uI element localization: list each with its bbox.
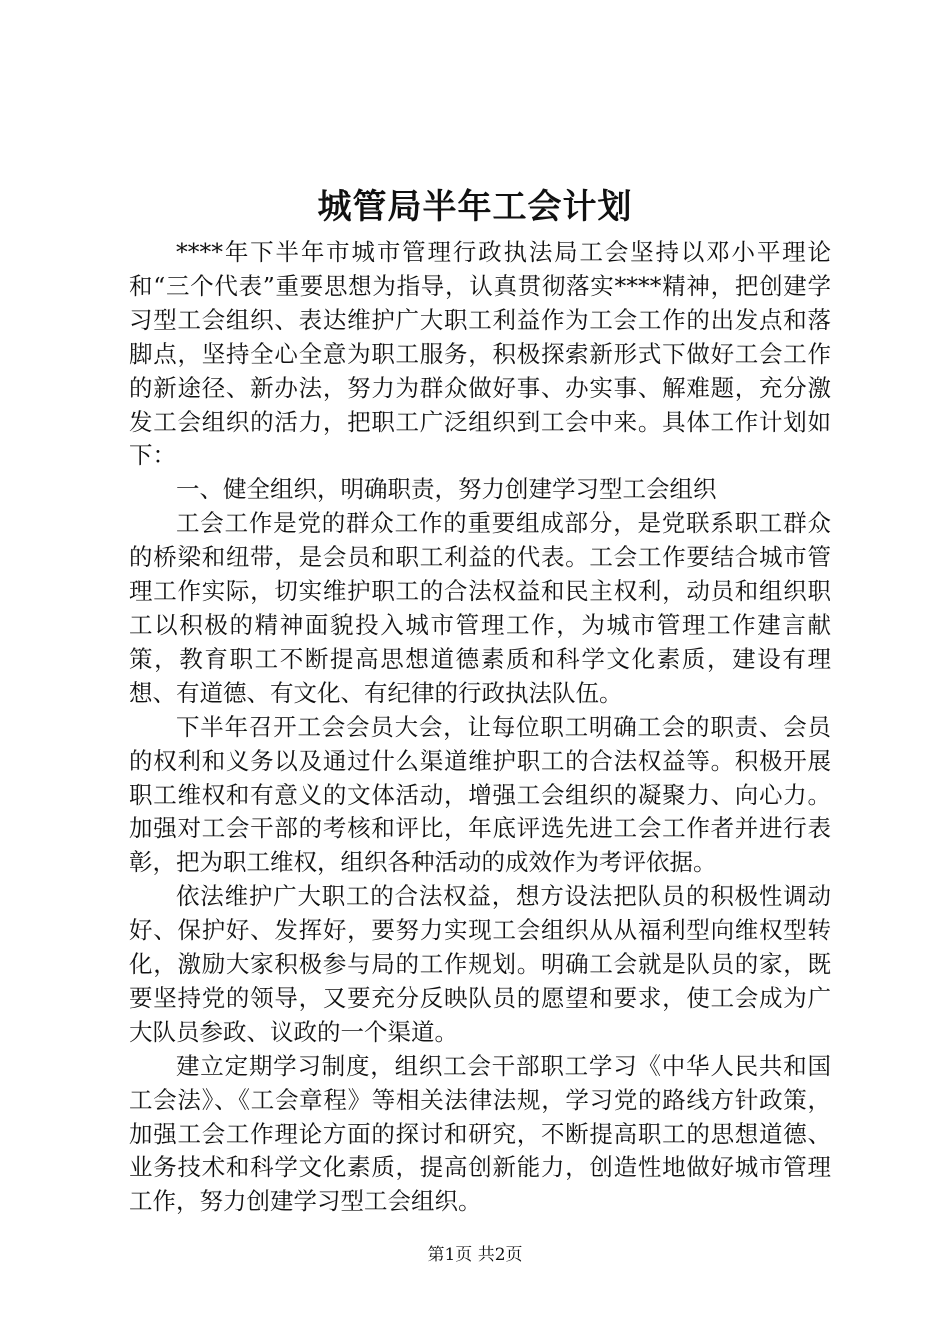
body-paragraph: 建立定期学习制度，组织工会干部职工学习《中华人民共和国工会法》、《工会章程》等相关法律法规，学习党的路线方针政策，加强工会工作理论方面的探讨和研究，不断提高职工的思想道德、业务技术和科学文化素质，提高创新能力，创造性地做好城市管理工作，努力创建学习型工会组织。 bbox=[129, 1051, 831, 1216]
document-title: 城管局半年工会计划 bbox=[317, 187, 633, 227]
body-paragraph: 依法维护广大职工的合法权益，想方设法把队员的积极性调动好、保护好、发挥好，要努力实现工会组织从从福利型向维权型转化，激励大家积极参与局的工作规划。明确工会就是队员的家，既要坚持党的领导，又要充分反映队员的愿望和要求，使工会成为广大队员参政、议政的一个渠道。 bbox=[129, 882, 831, 1046]
body-paragraph: 工会工作是党的群众工作的重要组成部分，是党联系职工群众的桥梁和纽带，是会员和职工利益的代表。工会工作要结合城市管理工作实际，切实维护职工的合法权益和民主权利，动员和组织职工以积极的精神面貌投入城市管理工作，为城市管理工作建言献策，教育职工不断提高思想道德素质和科学文化素质，建设有理想、有道德、有文化、有纪律的行政执法队伍。 bbox=[129, 509, 831, 707]
page-number-footer: 第1页 共2页 bbox=[427, 1245, 523, 1265]
intro-paragraph: ****年下半年市城市管理行政执法局工会坚持以邓小平理论和“三个代表”重要思想为指导，认真贯彻落实****精神，把创建学习型工会组织、表达维护广大职工利益作为工会工作的出发点和落脚点，坚持全心全意为职工服务，积极探索新形式下做好工会工作的新途径、新办法，努力为群众做好事、办实事、解难题，充分激发工会组织的活力，把职工广泛组织到工会中来。具体工作计划如下： bbox=[129, 238, 831, 470]
body-paragraph: 下半年召开工会会员大会，让每位职工明确工会的职责、会员的权利和义务以及通过什么渠道维护职工的合法权益等。积极开展职工维权和有意义的文体活动，增强工会组织的凝聚力、向心力。加强对工会干部的考核和评比，年底评选先进工会工作者并进行表彰，把为职工维权，组织各种活动的成效作为考评依据。 bbox=[129, 712, 831, 877]
document-body bbox=[129, 236, 831, 1219]
section-heading: 一、健全组织，明确职责，努力创建学习型工会组织 bbox=[176, 475, 717, 504]
